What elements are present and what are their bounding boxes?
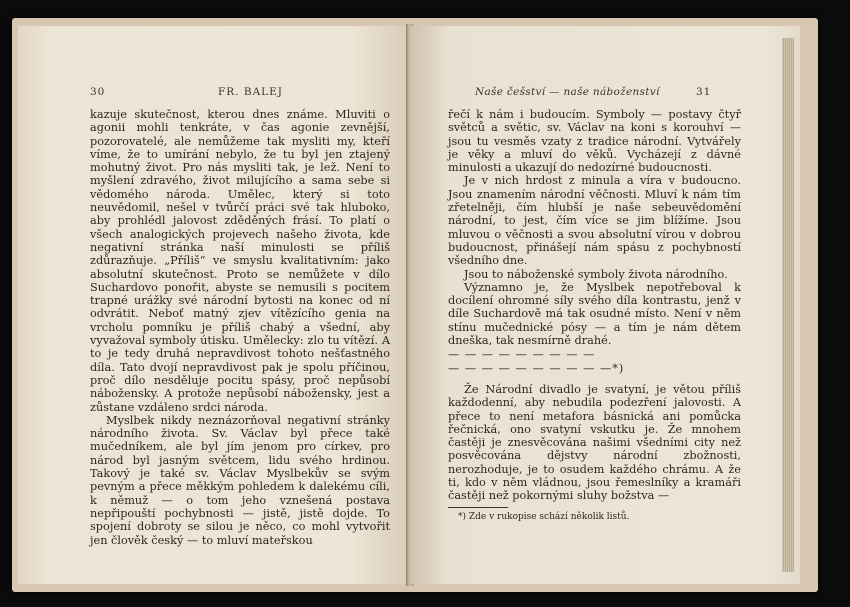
- page-edges: [782, 38, 794, 572]
- right-page: [410, 26, 800, 584]
- running-head-right: Naše češství — naše náboženství: [475, 86, 660, 98]
- dashes-line: — — — — — — — — —: [448, 348, 596, 362]
- paragraph: Významno je, že Myslbek nepotřeboval k docílení ohromné síly svého díla kontrastu, jenž v díle Suchardově má tak osudné místo. Není v něm stínu mučednické pósy — a tím je nám dětem dneška, tak nesmírně drahé.: [448, 280, 741, 348]
- running-head-left: FR. BALEJ: [218, 86, 284, 98]
- paragraph: Je v nich hrdost z minula a víra v budoucno. Jsou znamením národní věčnosti. Mluví k nám tím zřetelněji, čím hlubší je naše sebeuvědomění národní, to jest, čím více se jim blížíme. Jsou mluvou o věčnosti a svou absolutní vírou v dobrou budoucnost, přinášejí nám spásu z pochybností všedního dne.: [448, 174, 741, 268]
- paragraph: řečí k nám i budoucím. Symboly — postavy čtyř světců a světic, sv. Václav na koni s korouhví — jsou tu vesměs vzaty z tradice národní. Vytvářely je věky a mluví do věků. Vycházejí z dávné minulosti a ukazují do nedozírné budoucnosti.: [448, 108, 741, 175]
- footnote-rule: [448, 507, 508, 508]
- left-page-body: [90, 108, 390, 547]
- left-page: [18, 26, 408, 584]
- paragraph: Myslbek nikdy neznázorňoval negativní stránky národního života. Sv. Václav byl přece také mučedníkem, ale byl jím jenom pro církev, pro národ byl jasným světcem, lidu svého hrdinou. Takový je také sv. Václav Myslbekův se svým pevným a přece měkkým pohledem k dalekému cíli, k němuž — o tom jeho vznešená postava nepřipouští pochybnosti — jistě, jistě dojde. To spojení dobroty se silou je něco, co mohl vytvořit jen člověk český — to mluví mateřskou: [90, 413, 390, 547]
- dashes-line: — — — — — — — — — —*): [448, 361, 625, 375]
- paragraph: Že Národní divadlo je svatyní, je větou příliš každodenní, aby nebudila podezření jalovosti. A přece to není metafora básnická ani pomůcka řečnická, ono svatyní vskutku je. Že mnohem častěji je znesvěcována našimi všedními city než posvěcována dějstvy národní zbožnosti, nerozhoduje, je to osudem každého chrámu. A že ti, kdo v něm vládnou, jsou řemeslníky a kramáři častěji než pokornými sluhy božstva —: [448, 382, 741, 503]
- open-book: [12, 18, 818, 592]
- paragraph: kazuje skutečnost, kterou dnes známe. Mluviti o agonii mohli tenkráte, v čas agonie zevnější, pozorovatelé, ale nemůžeme tak mysliti my, kteří víme, že to umírání nebylo, že tu byl jen ztajený mohutný život. Pro nás mysliti tak, je lež. Není to myšlení zdravého, život milujícího a sama sebe si vědomého národa. Umělec, který si toto neuvědomil, nešel v tvůrčí práci své tak hluboko, aby prohlédl jalovost zděděných frásí. To platí o všech analogických projevech našeho života, kde negativní stránka naší minulosti se příliš zdůrazňuje. „Příliš“ ve smyslu kvalitativním: jako absolutní skutečnost. Proto se nemůžete v dílo Suchardovo ponořit, abyste se nemusili s pocitem trapné urážky své národní bytosti na konec od ní odvrátit. Neboť matný zjev vítězícího genia na vrcholu pomníku je příliš chabý a všední, aby vyvažoval symboly útisku. Umělecky: zlo tu vítězí. A to je tedy druhá nepravdivost tohoto nešťastného díla. Tato dvojí nepravdivost pak je spolu příčinou, proč dílo nesděluje pocitu spásy, proč nepůsobí nábožensky. A protože nepůsobí nábožensky, jest a zůstane vzdáleno srdci národa.: [90, 108, 390, 414]
- footnote: *) Zde v rukopise schází několik listů.: [458, 511, 630, 522]
- omission-dashes: [448, 348, 741, 375]
- right-page-body: [448, 108, 741, 523]
- page-number-right: 31: [696, 86, 712, 98]
- page-number-left: 30: [90, 86, 106, 98]
- paragraph: Jsou to náboženské symboly života národního.: [464, 267, 728, 281]
